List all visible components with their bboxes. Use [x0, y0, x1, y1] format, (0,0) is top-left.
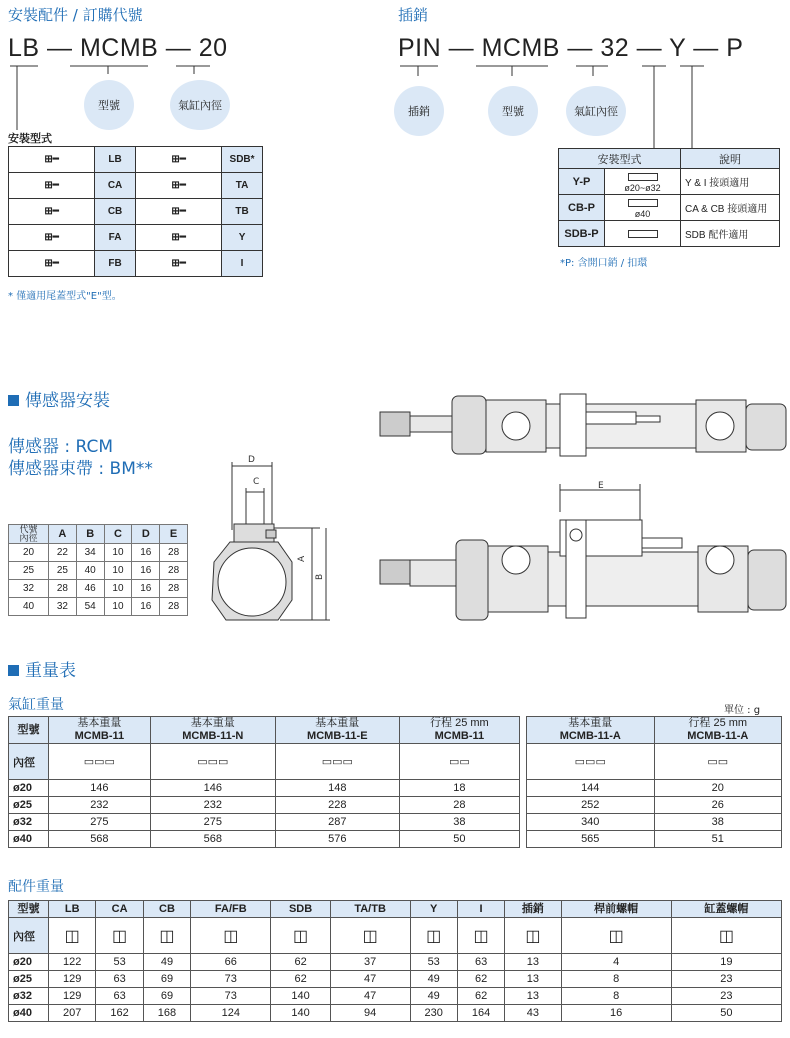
sensor-cell: 10 — [104, 598, 132, 616]
order-code-right: PIN — MCMB — 32 — Y — P — [398, 34, 744, 62]
weight-cell: 568 — [150, 831, 275, 848]
acc-icon: ◫ — [561, 918, 671, 954]
weight-cell: 50 — [399, 831, 519, 848]
acc-cell: 164 — [457, 1005, 504, 1022]
svg-text:C: C — [253, 477, 260, 487]
sensor-cell: 10 — [104, 544, 132, 562]
acc-icon: ◫ — [143, 918, 190, 954]
sensor-cell: 46 — [76, 580, 104, 598]
weight-cell: 568 — [49, 831, 151, 848]
weight-cell: 576 — [275, 831, 399, 848]
wt2-h1-bot: MCMB-11-A — [687, 730, 749, 742]
col-E: E — [160, 525, 188, 544]
acc-cell: 62 — [271, 971, 330, 988]
weight-cell: 38 — [399, 814, 519, 831]
acc-col-h: SDB — [271, 901, 330, 918]
mount-code: FA — [95, 225, 136, 251]
acc-cell: 122 — [49, 954, 96, 971]
acc-col-h: TA/TB — [330, 901, 410, 918]
pin-section-title: 插銷 — [398, 6, 429, 24]
weight-cell: 146 — [49, 780, 151, 797]
acc-model-h: 型號 — [9, 901, 49, 918]
acc-icon: ◫ — [457, 918, 504, 954]
mount-code: CB — [95, 199, 136, 225]
mount-code: FB — [95, 251, 136, 277]
pin-size-cell — [605, 221, 681, 247]
acc-bore: ø25 — [9, 971, 49, 988]
mount-table — [8, 146, 263, 277]
weight-cell: 232 — [150, 797, 275, 814]
sensor-cell: 32 — [49, 598, 77, 616]
th-code: 代號 — [19, 524, 38, 534]
acc-cell: 47 — [330, 971, 410, 988]
cyl-weight-table — [8, 716, 520, 848]
acc-cell: 94 — [330, 1005, 410, 1022]
acc-cell: 13 — [505, 971, 561, 988]
weight-cell: 28 — [399, 797, 519, 814]
acc-cell: 129 — [49, 971, 96, 988]
weight-bore: ø25 — [9, 797, 49, 814]
sensor-cell: 20 — [9, 544, 49, 562]
mount-type-label: 安裝型式 — [8, 132, 52, 145]
mount-note: * 僅適用尾蓋型式"E"型。 — [8, 291, 122, 302]
acc-bore: ø40 — [9, 1005, 49, 1022]
weight-row — [9, 797, 520, 814]
pin-icon — [628, 230, 658, 238]
pin-row — [559, 221, 780, 247]
mount-icon: ⊞━ — [9, 251, 95, 277]
weight-row — [9, 831, 520, 848]
acc-icon: ◫ — [96, 918, 143, 954]
acc-cell: 73 — [191, 971, 271, 988]
col-A: A — [49, 525, 77, 544]
mount-icon: ⊞━ — [135, 225, 221, 251]
acc-weight-sub: 配件重量 — [8, 879, 64, 895]
weight-cell: 144 — [527, 780, 655, 797]
mount-row — [9, 199, 263, 225]
acc-icon: ◫ — [49, 918, 96, 954]
acc-row — [9, 1005, 782, 1022]
sensor-row — [9, 598, 188, 616]
sensor-line1: 傳感器 : RCM — [8, 437, 114, 457]
sensor-cell: 54 — [76, 598, 104, 616]
pin-size: ø40 — [634, 208, 651, 219]
acc-col-h: I — [457, 901, 504, 918]
mount-row — [9, 225, 263, 251]
weight-cell: 146 — [150, 780, 275, 797]
mount-code: SDB* — [222, 147, 263, 173]
acc-cell: 16 — [561, 1005, 671, 1022]
col-B: B — [76, 525, 104, 544]
mount-code: TB — [222, 199, 263, 225]
bubble-model: 型號 — [84, 80, 134, 130]
bubble-bore-r: 氣缸內徑 — [566, 86, 626, 136]
acc-cell: 50 — [671, 1005, 781, 1022]
wt-bore-h: 內徑 — [9, 744, 49, 780]
weight-cell: 51 — [654, 831, 782, 848]
mount-icon: ⊞━ — [135, 199, 221, 225]
pin-note: *P: 含開口銷 / 扣環 — [560, 258, 648, 269]
pin-code: Y-P — [559, 169, 605, 195]
sensor-cell: 28 — [160, 562, 188, 580]
mount-code: TA — [222, 173, 263, 199]
dim-E: E — [598, 481, 604, 491]
bubble-model-r: 型號 — [488, 86, 538, 136]
wt-h2-bot: MCMB-11-E — [307, 730, 368, 742]
acc-row — [9, 954, 782, 971]
pin-size-cell — [605, 195, 681, 221]
sensor-dim-table — [8, 524, 188, 616]
pin-row — [559, 195, 780, 221]
sensor-cell: 40 — [9, 598, 49, 616]
acc-cell: 8 — [561, 971, 671, 988]
acc-cell: 124 — [191, 1005, 271, 1022]
wt-h0-top: 基本重量 — [77, 717, 122, 729]
mount-icon: ⊞━ — [135, 251, 221, 277]
mount-icon: ⊞━ — [9, 147, 95, 173]
mount-row — [9, 251, 263, 277]
acc-col-h: 桿前螺帽 — [561, 901, 671, 918]
unit-label: 單位 : g — [724, 705, 761, 716]
weight-row-a — [527, 780, 782, 797]
acc-cell: 13 — [505, 988, 561, 1005]
weight-row-a — [527, 831, 782, 848]
acc-cell: 63 — [96, 971, 143, 988]
pin-code: SDB-P — [559, 221, 605, 247]
weight-row — [9, 814, 520, 831]
weight-cell: 18 — [399, 780, 519, 797]
mount-icon: ⊞━ — [135, 173, 221, 199]
sensor-row — [9, 562, 188, 580]
wt-h3-top: 行程 25 mm — [430, 717, 489, 729]
weight-section-title: 重量表 — [8, 656, 76, 681]
mount-row — [9, 173, 263, 199]
acc-cell: 140 — [271, 988, 330, 1005]
mount-code: LB — [95, 147, 136, 173]
sensor-cell: 10 — [104, 580, 132, 598]
weight-cell: 275 — [49, 814, 151, 831]
cyl-weight-table-a — [526, 716, 782, 848]
acc-col-h: CB — [143, 901, 190, 918]
acc-icon: ◫ — [671, 918, 781, 954]
sensor-band-drawing — [200, 450, 340, 630]
pin-desc: SDB 配件適用 — [681, 221, 780, 247]
sensor-cell: 16 — [132, 598, 160, 616]
sensor-cell: 28 — [160, 580, 188, 598]
acc-cell: 13 — [505, 954, 561, 971]
acc-cell: 63 — [457, 954, 504, 971]
pin-code: CB-P — [559, 195, 605, 221]
acc-col-h: LB — [49, 901, 96, 918]
acc-cell: 73 — [191, 988, 271, 1005]
mount-section-title: 安裝配件 / 訂購代號 — [8, 6, 143, 24]
sensor-row — [9, 544, 188, 562]
weight-cell: 20 — [654, 780, 782, 797]
sensor-cell: 16 — [132, 562, 160, 580]
acc-cell: 162 — [96, 1005, 143, 1022]
pin-h1: 安裝型式 — [559, 149, 681, 169]
acc-cell: 49 — [410, 971, 457, 988]
weight-row-a — [527, 797, 782, 814]
mount-icon: ⊞━ — [9, 173, 95, 199]
col-C: C — [104, 525, 132, 544]
wt-h0-bot: MCMB-11 — [74, 730, 125, 742]
mount-code: Y — [222, 225, 263, 251]
sensor-cell: 32 — [9, 580, 49, 598]
pin-size: ø20~ø32 — [624, 182, 661, 193]
sensor-line2: 傳感器束帶 : BM** — [8, 459, 153, 479]
acc-cell: 69 — [143, 971, 190, 988]
pin-row — [559, 169, 780, 195]
mount-row — [9, 147, 263, 173]
acc-cell: 23 — [671, 971, 781, 988]
weight-cell: 287 — [275, 814, 399, 831]
wt2-h1-top: 行程 25 mm — [688, 717, 748, 729]
acc-cell: 53 — [410, 954, 457, 971]
pin-desc: Y & I 接頭適用 — [681, 169, 780, 195]
sensor-cell: 25 — [9, 562, 49, 580]
weight-row — [9, 780, 520, 797]
sensor-cell: 34 — [76, 544, 104, 562]
order-code-left: LB — MCMB — 20 — [8, 34, 228, 62]
acc-cell: 168 — [143, 1005, 190, 1022]
acc-col-h: CA — [96, 901, 143, 918]
svg-text:D: D — [248, 455, 255, 465]
pin-leader-lines — [398, 62, 718, 152]
pin-size-cell — [605, 169, 681, 195]
bubble-pin: 插銷 — [394, 86, 444, 136]
acc-cell: 47 — [330, 988, 410, 1005]
sensor-cell: 16 — [132, 580, 160, 598]
weight-bore: ø20 — [9, 780, 49, 797]
mount-icon: ⊞━ — [9, 225, 95, 251]
acc-cell: 23 — [671, 988, 781, 1005]
acc-icon: ◫ — [191, 918, 271, 954]
weight-cell: 565 — [527, 831, 655, 848]
acc-cell: 62 — [457, 971, 504, 988]
sensor-cell: 40 — [76, 562, 104, 580]
acc-icon: ◫ — [410, 918, 457, 954]
mount-icon: ⊞━ — [135, 147, 221, 173]
weight-cell: 340 — [527, 814, 655, 831]
sensor-cell: 10 — [104, 562, 132, 580]
svg-text:A: A — [297, 555, 307, 562]
weight-cell: 26 — [654, 797, 782, 814]
wt-h2-top: 基本重量 — [315, 717, 360, 729]
acc-bore: ø20 — [9, 954, 49, 971]
pin-h2: 說明 — [681, 149, 780, 169]
acc-bore-h: 內徑 — [9, 918, 49, 954]
acc-cell: 53 — [96, 954, 143, 971]
sensor-cell: 28 — [160, 544, 188, 562]
wt-model-h: 型號 — [9, 717, 49, 744]
sensor-cell: 25 — [49, 562, 77, 580]
sensor-cell: 28 — [49, 580, 77, 598]
sensor-cell: 16 — [132, 544, 160, 562]
sensor-row — [9, 580, 188, 598]
weight-cell: 228 — [275, 797, 399, 814]
acc-icon: ◫ — [505, 918, 561, 954]
acc-cell: 207 — [49, 1005, 96, 1022]
cyl-icon: ▭▭ — [654, 744, 782, 780]
wt-h1-top: 基本重量 — [190, 717, 235, 729]
acc-cell: 62 — [271, 954, 330, 971]
acc-weight-table — [8, 900, 782, 1022]
mount-icon: ⊞━ — [9, 199, 95, 225]
acc-row — [9, 988, 782, 1005]
th-bore: 內徑 — [19, 533, 38, 543]
cyl-icon: ▭▭ — [399, 744, 519, 780]
wt-h1-bot: MCMB-11-N — [182, 730, 244, 742]
weight-row-a — [527, 814, 782, 831]
sensor-section-title: 傳感器安裝 — [8, 386, 110, 411]
weight-cell: 148 — [275, 780, 399, 797]
sensor-cell: 28 — [160, 598, 188, 616]
wt2-h0-top: 基本重量 — [568, 717, 613, 729]
acc-cell: 49 — [410, 988, 457, 1005]
acc-cell: 230 — [410, 1005, 457, 1022]
acc-cell: 69 — [143, 988, 190, 1005]
acc-bore: ø32 — [9, 988, 49, 1005]
weight-bore: ø32 — [9, 814, 49, 831]
pin-table — [558, 148, 780, 247]
mount-code: I — [222, 251, 263, 277]
acc-cell: 66 — [191, 954, 271, 971]
weight-cell: 38 — [654, 814, 782, 831]
pin-icon — [628, 199, 658, 207]
acc-cell: 63 — [96, 988, 143, 1005]
acc-col-h: FA/FB — [191, 901, 271, 918]
cyl-icon: ▭▭▭ — [527, 744, 655, 780]
acc-cell: 62 — [457, 988, 504, 1005]
weight-cell: 232 — [49, 797, 151, 814]
cyl-icon: ▭▭▭ — [150, 744, 275, 780]
acc-col-h: Y — [410, 901, 457, 918]
acc-cell: 49 — [143, 954, 190, 971]
acc-icon: ◫ — [271, 918, 330, 954]
wt2-h0-bot: MCMB-11-A — [559, 730, 621, 742]
acc-icon: ◫ — [330, 918, 410, 954]
acc-row — [9, 971, 782, 988]
pin-icon — [628, 173, 658, 181]
acc-cell: 19 — [671, 954, 781, 971]
sensor-cell: 22 — [49, 544, 77, 562]
cyl-icon: ▭▭▭ — [49, 744, 151, 780]
weight-bore: ø40 — [9, 831, 49, 848]
bubble-bore: 氣缸內徑 — [170, 80, 230, 130]
weight-cell: 252 — [527, 797, 655, 814]
cyl-icon: ▭▭▭ — [275, 744, 399, 780]
acc-col-h: 插銷 — [505, 901, 561, 918]
pin-desc: CA & CB 接頭適用 — [681, 195, 780, 221]
acc-cell: 43 — [505, 1005, 561, 1022]
weight-cell: 275 — [150, 814, 275, 831]
acc-cell: 8 — [561, 988, 671, 1005]
acc-col-h: 缸蓋螺帽 — [671, 901, 781, 918]
cylinder-sensor-drawing — [370, 380, 790, 640]
svg-text:B: B — [315, 573, 325, 580]
acc-cell: 4 — [561, 954, 671, 971]
cyl-weight-sub: 氣缸重量 — [8, 697, 64, 713]
col-D: D — [132, 525, 160, 544]
acc-cell: 37 — [330, 954, 410, 971]
mount-code: CA — [95, 173, 136, 199]
acc-cell: 140 — [271, 1005, 330, 1022]
acc-cell: 129 — [49, 988, 96, 1005]
wt-h3-bot: MCMB-11 — [434, 730, 485, 742]
